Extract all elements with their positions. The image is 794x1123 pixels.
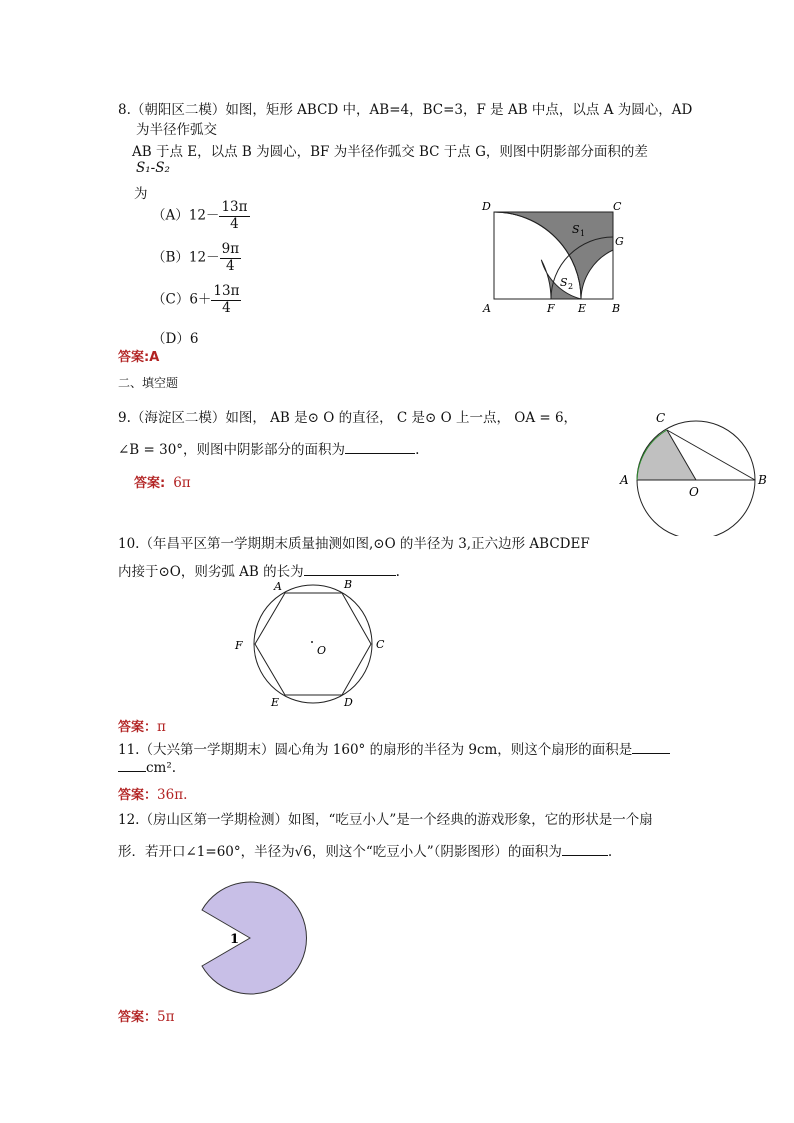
q9-line1: 9.（海淀区二模）如图， AB 是⊙ O 的直径， C 是⊙ O 上一点， OA = 6， xyxy=(118,410,578,426)
q11-line2: cm². xyxy=(118,760,176,776)
q10-label-c: C xyxy=(376,638,385,651)
q10-label-d: D xyxy=(344,696,353,709)
section-heading: 二、填空题 xyxy=(118,376,179,390)
q10-hexagon xyxy=(255,593,371,695)
q8-label-c: C xyxy=(613,200,622,213)
q10-label-f: F xyxy=(235,639,243,652)
q11-answer: 答案：36π. xyxy=(118,787,188,803)
q9-label-a: A xyxy=(620,473,629,487)
q12-line1: 12.（房山区第一学期检测）如图，“吃豆小人”是一个经典的游戏形象，它的形状是一个扇 xyxy=(118,812,653,828)
q8-label-b: B xyxy=(612,302,621,315)
q9-circle-figure xyxy=(612,404,780,536)
q10-hexagon-figure xyxy=(230,576,395,712)
q8-label-s1-sub: 1 xyxy=(580,229,586,238)
q8-label-s2: S xyxy=(560,276,568,289)
q9-answer-blank xyxy=(345,453,415,454)
q8-label-f: F xyxy=(547,302,555,315)
q8-label-g: G xyxy=(615,235,624,248)
q12-pacman-figure xyxy=(196,876,316,1000)
q10-label-e: E xyxy=(271,696,280,709)
q8-line5: 为 xyxy=(134,186,148,202)
q10-answer: 答案：π xyxy=(118,719,166,735)
q9-answer: 答案: 6π xyxy=(134,475,191,491)
q8-option-d: （D）6 xyxy=(152,331,199,347)
q12-answer-blank xyxy=(562,855,608,856)
q11-line1: 11.（大兴第一学期期末）圆心角为 160° 的扇形的半径为 9cm，则这个扇形的面积是 xyxy=(118,738,670,758)
q8-option-b: （B）12－ $\frac{9\pi}{4}$ xyxy=(152,241,240,274)
q8-label-s1: S xyxy=(572,223,580,236)
q9-label-b: B xyxy=(758,473,767,487)
q10-circle xyxy=(254,585,372,703)
q8-line2: 为半径作弧交 xyxy=(136,122,217,138)
q8-line4: S₁-S₂ xyxy=(136,160,170,176)
q10-label-b: B xyxy=(344,578,353,591)
q10-label-a: A xyxy=(274,580,282,593)
q12-line2: 形．若开口∠1=60°，半径为√6，则这个“吃豆小人”（阴影图形）的面积为 . xyxy=(118,844,613,860)
q9-label-c: C xyxy=(656,411,666,425)
q8-line3: AB 于点 E，以点 B 为圆心，BF 为半径作弧交 BC 于点 G，则图中阴影部分面积的差 xyxy=(132,144,648,160)
q8-label-a: A xyxy=(483,302,491,315)
q8-answer: 答案:A xyxy=(118,350,160,365)
q10-line2: 内接于⊙O，则劣弧 AB 的长为 . xyxy=(118,564,400,580)
q12-pacman-sector xyxy=(202,882,306,994)
q12-answer: 答案：5π xyxy=(118,1009,175,1025)
q8-option-a: （A）12－ $\frac{13\pi}{4}$ xyxy=(152,199,248,232)
q12-angle-label: 1 xyxy=(230,932,240,947)
q9-shaded-region xyxy=(637,430,696,480)
q9-line2: ∠B = 30°，则图中阴影部分的面积为 . xyxy=(118,442,420,458)
q8-rectangle-figure xyxy=(470,195,630,320)
q10-center-dot xyxy=(311,641,313,643)
q9-label-o: O xyxy=(689,485,699,499)
q11-answer-blank-2 xyxy=(118,771,146,772)
q10-label-o: O xyxy=(317,644,327,657)
q8-label-e: E xyxy=(578,302,587,315)
q8-label-d: D xyxy=(482,200,491,213)
q8-label-s2-sub: 2 xyxy=(568,282,574,291)
q8-option-c: （C）6＋ $\frac{13\pi}{4}$ xyxy=(152,283,240,316)
q11-answer-blank-1 xyxy=(632,753,670,754)
q10-line1: 10.（年昌平区第一学期期末质量抽测如图,⊙O 的半径为 3,正六边形 ABCDEF xyxy=(118,536,590,552)
q8-line1: 8.（朝阳区二模）如图，矩形 ABCD 中，AB=4，BC=3，F 是 AB 中点，以点 A 为圆心，AD xyxy=(118,102,693,118)
